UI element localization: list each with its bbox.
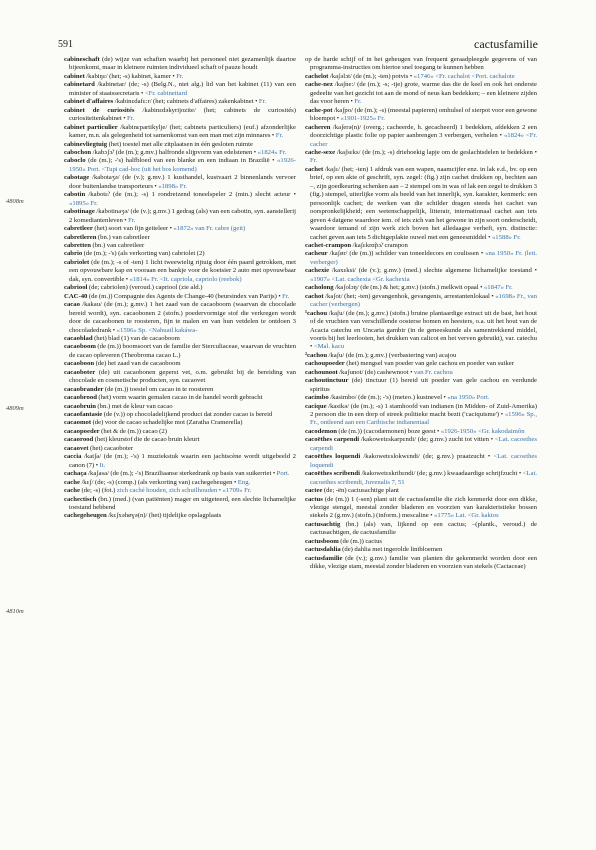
entry-etymology: «1895» Fr. [69, 199, 98, 207]
entry-definition: /kaʃu/ (de (m.); g.mv.) (verbastering van) acajou [327, 351, 457, 359]
dictionary-entry [305, 436, 537, 453]
entry-definition: (het) soort van fijn geiteleer • [92, 225, 172, 233]
entry-definition: (het) kleurstof die de cacao bruin kleurt [93, 436, 200, 444]
entry-headword: cacaovet [64, 444, 89, 452]
dictionary-entry [305, 487, 537, 495]
entry-definition: (de) het zaad van de cacaoboom [94, 360, 181, 368]
entry-definition: (bn.) met de kleur van cacao [95, 402, 173, 410]
dictionary-entry [64, 453, 296, 470]
dictionary-entry [305, 538, 537, 546]
entry-definition: (bn.) van cabretleer [96, 233, 150, 241]
entry-definition: /kabinetar/ (de; -s) (Belg.N., niet alg.) lid van het kabinet (11) van een minister of staatssecretaris • [69, 81, 296, 97]
entry-definition: (de) voor de cacao schadelijke mot (Zaratha Cramerella) [91, 419, 243, 427]
entry-etymology: «1824» <Fr. cacher [310, 132, 537, 148]
entry-etymology: «1824» Fr. [256, 148, 287, 156]
entry-headword: cache-nez [305, 81, 333, 89]
dictionary-entry [64, 98, 296, 106]
entry-definition: (bn.) (med.) (van patiënten) mager en uitgeteerd, een slechte lichamelijke toestand hebbend [69, 495, 296, 512]
entry-etymology: «1746» <Fr. cachalot <Port. cachalote [412, 72, 515, 80]
entry-headword: cabotinage [64, 208, 95, 216]
dictionary-entry [305, 166, 537, 242]
entry-headword: cachaça [64, 470, 87, 478]
entry-definition: /kaʃpo/ (de (m.); -s) (meestal papieren) omhulsel of sierpot voor een gewone bloempot • [310, 106, 537, 123]
entry-headword: cache [64, 487, 80, 495]
entry-headword: cacaobrood [64, 394, 97, 402]
entry-definition: /kaʃɛ/ (het; -ten) 1 afdruk van een wapen, naamcijfer enz. in lak e.d., bv. op een brief, op een akte of geschrift, syn. zegel: (fig.) zijn cachet drukken op, hechten aan –, zijn goedkeuring schenken aan – 2 stempel om in was of lak een zegel te drukken 3 (fig.) stempel, uiterlijke vorm als beeld van het innerlijk, syn. karakter, kenmerk: een persoonlijk cachet; de werken van die schilder dragen steeds het cachet van oorspronkelijkheid; een wetenschappelijk, litterair, internationaal cachet aan iets geven 4 datgene waardoor iem. of iets zich van het gewone in zijn soort onderscheidt, waardoor iemand of zijn werk zich boven het alledaagse verheft, syn. distinctie: cachet geven aan iets 5 dichtgeplakte ouwel met een geneesmiddel • [310, 165, 537, 241]
entry-headword: cacoëthes carpendi [305, 436, 360, 444]
entry-headword: cacaomot [64, 419, 92, 427]
entry-definition: (de) tinctuur (1) bereid uit poeder van gele cachou en verdunde spiritus [310, 377, 537, 393]
entry-headword: cacaoboter [64, 368, 96, 376]
entry-headword: cabotage [64, 174, 90, 182]
dictionary-entry [305, 310, 537, 352]
entry-headword: cache [64, 478, 80, 486]
dictionary-entry [305, 546, 537, 554]
margin-note: 4810m [6, 608, 24, 615]
entry-definition: /kaʃasa/ (de (m.); -'s) Braziliaanse sterkedrank op basis van suikerriet • [86, 470, 276, 478]
entry-definition: /kaʃsɛks/ (de (m.); -s) driehoekig lapje om de geslachtsdelen te bedekken • [335, 148, 537, 156]
dictionary-entry [64, 124, 296, 141]
entry-headword: cabineschaft [64, 56, 100, 63]
entry-headword: cache-pot [305, 106, 333, 114]
dictionary-entry [305, 496, 537, 521]
dictionary-entry [64, 225, 296, 233]
dictionary-entry [64, 479, 296, 487]
dictionary-entry [64, 436, 296, 444]
entry-headword: cacaoblad [64, 334, 93, 342]
dictionary-entry [305, 352, 537, 360]
entry-etymology: «na 1950» Port. [445, 394, 490, 402]
entry-headword: cachot [305, 292, 324, 300]
entry-headword: cacaobrander [64, 385, 104, 393]
entry-etymology: zich caché houden, zich schuilhouden • «1709» Fr. [116, 487, 252, 495]
dictionary-entry [64, 234, 296, 242]
entry-definition: /kaʃne:/ (de (m.); -s; -tje) grote, warme das die de keel en ook het onderste gedeelte van het gezicht tot aan de mond of neus kan bedekken; – een kleinere zijden das voor heren • [310, 81, 537, 106]
entry-definition: (de (m.); -s of -ten) 1 licht tweewielig rijtuig door één paard getrokken, met een opvouwbare kap en vooraan een bankje voor de koetsier 2 auto met opvouwbaar dak, syn. convertible • [69, 258, 296, 283]
entry-headword: cachelot [305, 72, 329, 80]
entry-definition: /kɛʃxəhøɣə(n)/ (het) tijdelijke opslagplaats [106, 512, 222, 520]
entry-headword: cabinetard [64, 81, 95, 89]
entry-etymology: van Fr. cachou [412, 368, 453, 376]
entry-definition: (de (m.)) (cacodæmonen) boze geest • [336, 427, 440, 435]
entry-definition: /kakowetɛskribɛndi/ (de; g.mv.) kwaadaardige schrijfzucht • [359, 470, 522, 478]
entry-headword: cacaoboom [64, 343, 96, 351]
dictionary-entry [305, 73, 537, 81]
entry-headword: ²cachou [305, 351, 328, 359]
entry-etymology: Fr. [257, 98, 267, 106]
page-header [58, 39, 538, 53]
entry-etymology: Fr. [174, 72, 184, 80]
entry-etymology: «1907» <Lat. cachexia <Gr. kachexia [310, 275, 410, 283]
entry-etymology: <Mal. kacu [312, 343, 345, 351]
entry-definition: (de (v.)) op chocoladelijkend product dat zonder cacao is bereid [102, 411, 273, 419]
dictionary-entry [64, 174, 296, 191]
dictionary-entry [64, 157, 296, 174]
entry-etymology: «1901-1925» Fr. [339, 115, 385, 123]
dictionary-entry [64, 56, 296, 73]
dictionary-entry [305, 250, 537, 267]
entry-headword: cabinet d'affaires [64, 98, 114, 106]
entry-headword: cacaorood [64, 436, 94, 444]
dictionary-entry [64, 512, 296, 520]
entry-etymology: «1898» Fr. [156, 182, 187, 190]
entry-headword: cactusboom [305, 537, 339, 545]
entry-definition: (de; -ën) cactusachtige plant [322, 487, 399, 495]
entry-headword: cacheur [305, 250, 328, 258]
entry-definition: /kaʃot/ (het; -ten) gevangenhok, gevangenis, arrestantenlokaal • [323, 292, 494, 300]
entry-headword: CAC-40 [64, 292, 88, 300]
entry-definition: (de (m.); -'s) (als verkorting van) cabriolet (2) [82, 250, 205, 258]
dictionary-entry [64, 487, 296, 495]
entry-headword: cacoëthes loquendi [305, 453, 361, 461]
entry-etymology: It. [98, 461, 106, 469]
dictionary-entry [305, 453, 537, 470]
entry-definition: /kaʃəlɔt/ (de (m.); -ten) potvis • [328, 72, 413, 80]
entry-definition: /kabiŋɛ/ (het; -s) kabinet, kamer • [84, 72, 175, 80]
dictionary-entry [64, 411, 296, 419]
entry-definition: (het) mengsel van poeder van gele cachou en poeder van suiker [344, 360, 514, 368]
entry-etymology: «1926-1950» <Gr. kakodaimôn [439, 427, 525, 435]
entry-headword: cactusdahlia [305, 546, 341, 554]
entry-etymology: Fr. [280, 292, 290, 300]
entry-definition: (de (m.)) cactus [338, 537, 383, 545]
dictionary-entry [64, 284, 296, 292]
entry-definition: /kabinɛdəkyrijozite/ (het; cabinets de curiosités) curiositeitenkabinet • [69, 106, 296, 123]
right-column [305, 56, 537, 846]
dictionary-entry [64, 250, 296, 258]
entry-headword: cabochon [64, 148, 92, 156]
entry-etymology: Fr. [125, 115, 135, 123]
entry-definition: /kabotinaʒə/ (de (v.); g.mv.) 1 gedrag (als) van een cabotin, syn. aanstellerij 2 komediantenleven • [69, 208, 296, 224]
entry-headword: caboclo [64, 157, 86, 165]
dictionary-entry [305, 428, 537, 436]
dictionary-entry [64, 419, 296, 427]
entry-definition: /kaʃɛkrɑ̃pɔ̃/ crampon [351, 241, 408, 249]
entry-definition: /kaʃolɔŋ/ (de (m.) & het; g.mv.) (stofn.) melkwit opaal • [333, 284, 483, 292]
entry-etymology: «1596» Sp. <Nahuatl kakáwa- [115, 326, 198, 334]
dictionary-entry [64, 81, 296, 98]
dictionary-entry [305, 377, 537, 394]
entry-etymology: «1698» Fr., van cacher (verbergen) [310, 292, 537, 309]
dictionary-entry [64, 301, 296, 335]
entry-definition: /kaʃør/ (de (m.)) schilder van toneeldecors en coulissen • [327, 250, 484, 258]
entry-definition: /kaʃu/ (de (m.); g.mv.) (stofn.) bruine plantaardige extract uit de bast, het hout of de vruchten van verschillende oosterse bomen en heesters, o.a. uit het hout van de Acacia catechu en Uncaria gambir (in de geneeskunde als samentrekkend middel, voorts bij het leerlooien, het drukken van calicot en het verven gebruikt), var. catechu • [310, 309, 537, 351]
entry-definition: (het) vorm waarin gemalen cacao in de handel wordt gebracht [96, 394, 263, 402]
entry-etymology: «1775» Lat. <Gr. kaktos [432, 512, 499, 520]
dictionary-entry [64, 343, 296, 360]
dictionary-entry [64, 360, 296, 368]
entry-etymology: <Lat. cacoethes scribendi, Juvenalis 7, 51 [310, 470, 537, 486]
entry-etymology: Port. [275, 470, 290, 478]
page-number: 591 [58, 39, 73, 50]
left-column [64, 56, 296, 846]
entry-etymology: Fr. [310, 157, 318, 165]
entry-headword: cabretleer [64, 225, 93, 233]
dictionary-entry [64, 428, 296, 436]
entry-definition: (de (m.); -'s) halfbloed van een blanke en een indiaan in Brazilië • [85, 157, 275, 165]
dictionary-entry [305, 56, 537, 73]
entry-headword: cabinevliegtuig [64, 140, 108, 148]
entry-definition: /kaxɛksi/ (de (v.); g.mv.) (med.) slechte algemene lichamelijke toestand • [329, 267, 537, 275]
entry-headword: cachexie [305, 267, 330, 275]
entry-definition: /kabotaʒə/ (de (v.); g.mv.) 1 kusthandel, kustvaart 2 binnenlands vervoer door buitenlandse transporteurs • [69, 174, 296, 190]
entry-headword: cactee [305, 487, 323, 495]
entry-definition: (de (m.)) boomsoort van de familie der Sterculiaceae, waarvan de vruchten de cacao opleveren (Theobroma cacao L.) [69, 343, 296, 359]
dictionary-entry [64, 191, 296, 208]
entry-definition: (de (m.)) Compagnie des Agents de Change-40 (beursindex van Parijs) • [87, 292, 281, 300]
margin-note: 4809m [6, 405, 24, 412]
dictionary-entry [305, 360, 537, 368]
dictionary-entry [305, 394, 537, 402]
entry-headword: cabriool [64, 284, 88, 292]
entry-etymology: <Lat. cacoethes loquendi [310, 453, 537, 469]
dictionary-entry [305, 521, 537, 538]
margin-note: 4808m [6, 198, 24, 205]
entry-definition: (het) cacaoboter [88, 444, 134, 452]
entry-etymology: «1588» Fr. [490, 233, 521, 241]
entry-headword: cacaopoeder [64, 427, 100, 435]
entry-definition: (de; -s) (fot.) [79, 487, 117, 495]
entry-definition: /kabotɛ̃/ (de (m.); -s) 1 rondreizend toneelspeler 2 (min.) slecht acteur • [85, 191, 296, 199]
entry-headword: cactusachtig [305, 520, 341, 528]
dictionary-entry [305, 149, 537, 166]
dictionary-entry [64, 141, 296, 149]
dictionary-entry [64, 496, 296, 513]
entry-headword: cachoupoeder [305, 360, 345, 368]
entry-definition: /kabinɛpartikylje/ (het; cabinets particuliers) (euf.) afzonderlijke kamer, m.n. als gelegenheid tot samenkomst van een man met zijn minnares • [69, 123, 296, 140]
entry-definition: op de harde schijf of in het geheugen van frequent geraadpleegde gegevens of van programma-instructies om hiertoe snel toegang te kunnen hebben [305, 56, 537, 72]
entry-definition: /kaʃerə(n)/ (overg.; cacheerde, h. gecacheerd) 1 bedekken, afdekken 2 een doorzichtige plastic folie op papier aanbrengen 3 verbergen, verhelen • [310, 123, 537, 140]
dictionary-entry [64, 403, 296, 411]
dictionary-entry [64, 335, 296, 343]
dictionary-entry [305, 242, 537, 250]
dictionary-entry [305, 284, 537, 292]
entry-etymology: Fr. [274, 132, 283, 140]
entry-headword: cacique [305, 402, 327, 410]
entry-headword: cabretten [64, 241, 91, 249]
entry-headword: cacaofantasie [64, 411, 103, 419]
entry-headword: cabriolet [64, 258, 90, 266]
dictionary-entry [64, 73, 296, 81]
dictionary-entry [305, 267, 537, 284]
running-head: cactusfamilie [474, 37, 538, 51]
entry-definition: (de (v.); g.mv.) familie van planten die gekenmerkt worden door een dikke, vlezige stam, meestal zonder bladeren en voorzien van stekels (Cactaceae) [310, 554, 537, 571]
entry-definition: (de (m.)) toestel om cacao in te roosteren [103, 385, 214, 393]
entry-etymology: <Fr. cabinettard [143, 89, 188, 97]
entry-definition: /kaʃunot/ (de) cashewnoot • [337, 368, 413, 376]
dictionary-entry [64, 470, 296, 478]
entry-headword: cabrio [64, 250, 83, 258]
entry-headword: cachet [305, 165, 324, 173]
entry-headword: cacimbo [305, 394, 329, 402]
entry-headword: cachectisch [64, 495, 97, 503]
entry-definition: (bn.) (als) van, lijkend op een cactus; –(plantk., veroud.) de cactusachtigen, de cactusfamilie [310, 520, 537, 537]
entry-etymology: «1596» Sp., Fr., ontleend aan een Caribische indianentaal [310, 411, 537, 427]
entry-etymology: «na 1950» Fr. (lett. verberger) [310, 250, 537, 266]
dictionary-entry [64, 394, 296, 402]
entry-headword: cachoutinctuur [305, 377, 349, 385]
entry-headword: cachounoot [305, 368, 338, 376]
dictionary-entry [64, 369, 296, 386]
dictionary-entry [64, 259, 296, 284]
entry-etymology: «1814» Fr. <It. capriola, capriolo (reebok) [128, 275, 242, 283]
entry-headword: cabinet particulier [64, 123, 118, 131]
entry-headword: cabretleren [64, 233, 97, 241]
dictionary-entry [64, 242, 296, 250]
entry-headword: caccia [64, 453, 82, 461]
dictionary-entry [305, 555, 537, 572]
entry-definition: (de; cabriolen) (veroud.) capriool (zie ald.) [87, 284, 203, 292]
entry-headword: cacheren [305, 123, 331, 131]
entry-etymology: Fr. [352, 98, 362, 106]
entry-definition: (de) dahlia met ingerolde lintbloemen [340, 546, 443, 554]
dictionary-entry [305, 107, 537, 124]
entry-definition: (de) uit cacaobonen geperst vet, o.m. gebruikt bij de bereiding van chocolade en cosmetische producten, syn. cacaovet [69, 368, 296, 385]
entry-definition: /kabɔʃɔ̃/ (de (m.); g.mv.) halfronde slijpvorm van edelstenen • [91, 148, 257, 156]
entry-definition: /kakowetɛslokwɛndi/ (de; g.mv.) praatzucht • [360, 453, 491, 461]
entry-definition: (het) toestel met alle zitplaatsen in één gesloten ruimte [107, 140, 253, 148]
entry-etymology: <Lat. cacoethes carpendi [310, 436, 537, 452]
entry-definition: /katʃa/ (de (m.); -'s) 1 muziekstuk waarin een jachtscène wordt uitgebeeld 2 canon (7) • [69, 453, 296, 469]
entry-definition: (het) blad (1) van de cacaoboom [92, 334, 180, 342]
entry-headword: cabinet [64, 72, 85, 80]
dictionary-entry [64, 107, 296, 124]
entry-etymology: «1926-1950» Port. <Tupi cad-boc (uit het bos komend) [69, 157, 296, 173]
entry-headword: cacholong [305, 284, 334, 292]
entry-definition: /kabinɛdafɛ:r/ (het; cabinets d'affaires) zakenkabinet • [113, 98, 258, 106]
entry-headword: cactusfamilie [305, 554, 343, 562]
entry-headword: cacao [64, 301, 80, 309]
entry-headword: cachegeheugen [64, 512, 107, 520]
entry-headword: cacaoboon [64, 360, 95, 368]
entry-headword: ¹cachou [305, 309, 328, 317]
dictionary-entry [305, 470, 537, 487]
entry-definition: /kakowetɛskarpɛndi/ (de; g.mv.) zucht tot vitten • [359, 436, 494, 444]
entry-headword: cacoëthes scribendi [305, 470, 360, 478]
entry-headword: cabotin [64, 191, 86, 199]
entry-headword: cacaobruin [64, 402, 96, 410]
entry-etymology: Fr. [126, 216, 136, 224]
entry-headword: cacodemon [305, 427, 337, 435]
dictionary-entry [305, 124, 537, 149]
entry-headword: cactus [305, 495, 323, 503]
entry-etymology: «1872» van Fr. cabre (geit) [171, 225, 246, 233]
entry-headword: cabinet de curiosités [64, 106, 135, 114]
entry-etymology: «1847» Fr. [482, 284, 513, 292]
dictionary-entry [64, 386, 296, 394]
dictionary-entry [305, 81, 537, 106]
dictionary-entry [64, 445, 296, 453]
entry-definition: /kasimbo/ (de (m.); -'s) (meteo.) kustnevel • [328, 394, 446, 402]
entry-etymology: Eng. [236, 478, 251, 486]
entry-definition: /kɛʃ/ (de; -s) (comp.) (als verkorting van) cachegeheugen • [79, 478, 237, 486]
dictionary-entry [64, 293, 296, 301]
entry-definition: /kasikə/ (de (m.); -s) 1 stamhoofd van indianen (in Midden- of Zuid-Amerika) 2 persoon die in een dorp of streek politieke macht bezit ('caciquisme') • [310, 402, 537, 419]
dictionary-entry [305, 369, 537, 377]
entry-definition: (bn.) van cabretleer [91, 241, 145, 249]
entry-definition: (de (m.)) 1 (-sen) plant uit de cactusfamilie die zich kenmerkt door een dikke, vlezige stengel, meestal zonder bladeren en voorzien van karakteristieke bossen stekels 2 (g.mv.) (stofn.) (inform.) mescaline • [310, 495, 537, 520]
entry-definition: (de) wijze van schaften waarbij het personeel niet gezamenlijk daartoe bijeenkomt, maar in kleinere ruimten individueel schaft of pauze houdt [69, 56, 296, 72]
entry-headword: cache-sexe [305, 148, 336, 156]
dictionary-entry [64, 149, 296, 157]
entry-definition: /kakau/ (de (m.); g.mv.) 1 het zaad van de cacaoboom (waarvan de chocolade bereid wordt), syn. cacaobonen 2 (stofn.) poedervormige stof die verkregen wordt door de cacaobonen te roosteren, fijn te malen en van hun vetdelen te ontdoen 3 chocoladedrank • [69, 301, 296, 334]
dictionary-entry [64, 208, 296, 225]
dictionary-entry [305, 403, 537, 428]
entry-headword: cachet-crampon [305, 241, 352, 249]
entry-definition: (het & de (m.)) cacao (2) [99, 427, 167, 435]
dictionary-entry [305, 293, 537, 310]
